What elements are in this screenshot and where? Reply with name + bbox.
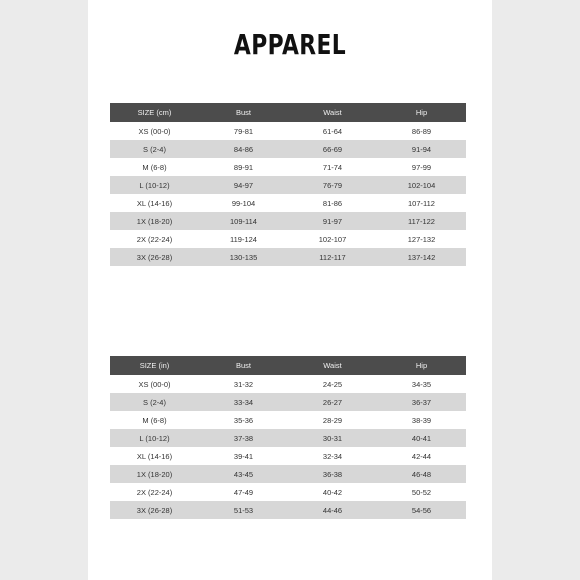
waist-cell: 30-31 (288, 429, 377, 447)
size-cell: XL (14-16) (136, 451, 173, 461)
size-chart-page (88, 0, 492, 580)
size-cell: XS (00-0) (138, 126, 171, 136)
bust-cell: 84-86 (199, 140, 288, 158)
column-header-bust: Bust (199, 103, 288, 122)
hip-cell: 50-52 (411, 487, 432, 497)
table-row (110, 483, 466, 501)
waist-cell: 36-38 (288, 465, 377, 483)
hip-cell: 102-104 (377, 176, 466, 194)
table-row (110, 194, 466, 212)
hip-cell: 86-89 (411, 126, 432, 136)
waist-cell: 81-86 (322, 198, 343, 208)
waist-cell: 112-117 (288, 248, 377, 266)
bust-cell: 35-36 (233, 415, 254, 425)
size-cell: 2X (22-24) (136, 234, 173, 244)
size-cell: L (10-12) (110, 176, 199, 194)
table-row (110, 158, 466, 176)
waist-cell: 66-69 (288, 140, 377, 158)
size-cell: S (2-4) (110, 140, 199, 158)
bust-cell: 37-38 (199, 429, 288, 447)
hip-cell: 127-132 (407, 234, 436, 244)
bust-cell: 99-104 (231, 198, 256, 208)
bust-cell: 33-34 (199, 393, 288, 411)
table-row (110, 375, 466, 393)
bust-cell: 39-41 (233, 451, 254, 461)
bust-cell: 31-32 (233, 379, 254, 389)
size-cell: M (6-8) (142, 162, 167, 172)
hip-cell: 46-48 (377, 465, 466, 483)
table-header-row (110, 356, 466, 375)
bust-cell: 51-53 (199, 501, 288, 519)
waist-cell: 91-97 (288, 212, 377, 230)
hip-cell: 36-37 (377, 393, 466, 411)
size-cell: 2X (22-24) (136, 487, 173, 497)
size-cell: 3X (26-28) (110, 248, 199, 266)
table-row (110, 212, 466, 230)
waist-cell: 76-79 (288, 176, 377, 194)
table-row (110, 393, 466, 411)
waist-cell: 44-46 (288, 501, 377, 519)
column-header-hip: Hip (377, 103, 466, 122)
table-row (110, 140, 466, 158)
size-table-cm (110, 103, 466, 266)
size-cell: 1X (18-20) (110, 212, 199, 230)
hip-cell: 34-35 (411, 379, 432, 389)
table-row (110, 230, 466, 248)
waist-cell: 71-74 (322, 162, 343, 172)
table-row (110, 411, 466, 429)
hip-cell: 137-142 (377, 248, 466, 266)
bust-cell: 94-97 (199, 176, 288, 194)
table-row (110, 429, 466, 447)
waist-cell: 32-34 (322, 451, 343, 461)
waist-cell: 26-27 (288, 393, 377, 411)
waist-cell: 61-64 (322, 126, 343, 136)
bust-cell: 109-114 (199, 212, 288, 230)
column-header-hip: Hip (377, 356, 466, 375)
bust-cell: 47-49 (233, 487, 254, 497)
bust-cell: 130-135 (199, 248, 288, 266)
column-header-bust: Bust (199, 356, 288, 375)
column-header-size: SIZE (cm) (110, 103, 199, 122)
size-cell: 3X (26-28) (110, 501, 199, 519)
hip-cell: 40-41 (377, 429, 466, 447)
bust-cell: 79-81 (233, 126, 254, 136)
hip-cell: 91-94 (377, 140, 466, 158)
table-row (110, 447, 466, 465)
column-header-waist: Waist (288, 356, 377, 375)
hip-cell: 38-39 (411, 415, 432, 425)
size-cell: XS (00-0) (138, 379, 171, 389)
hip-cell: 42-44 (411, 451, 432, 461)
size-table-in (110, 356, 466, 519)
bust-cell: 119-124 (230, 234, 257, 244)
waist-cell: 28-29 (322, 415, 343, 425)
size-cell: XL (14-16) (136, 198, 173, 208)
size-cell: S (2-4) (110, 393, 199, 411)
table-row (110, 465, 466, 483)
table-row (110, 501, 466, 519)
bust-cell: 89-91 (233, 162, 254, 172)
table-row (110, 176, 466, 194)
hip-cell: 97-99 (411, 162, 432, 172)
column-header-size: SIZE (in) (110, 356, 199, 375)
waist-cell: 102-107 (318, 234, 347, 244)
table-row (110, 248, 466, 266)
page-title: APPAREL (233, 28, 347, 61)
hip-cell: 107-112 (408, 198, 435, 208)
table-header-row (110, 103, 466, 122)
waist-cell: 40-42 (322, 487, 343, 497)
hip-cell: 117-122 (377, 212, 466, 230)
size-cell: L (10-12) (110, 429, 199, 447)
size-cell: 1X (18-20) (110, 465, 199, 483)
hip-cell: 54-56 (377, 501, 466, 519)
bust-cell: 43-45 (199, 465, 288, 483)
size-cell: M (6-8) (142, 415, 167, 425)
waist-cell: 24-25 (322, 379, 343, 389)
column-header-waist: Waist (288, 103, 377, 122)
table-row (110, 122, 466, 140)
